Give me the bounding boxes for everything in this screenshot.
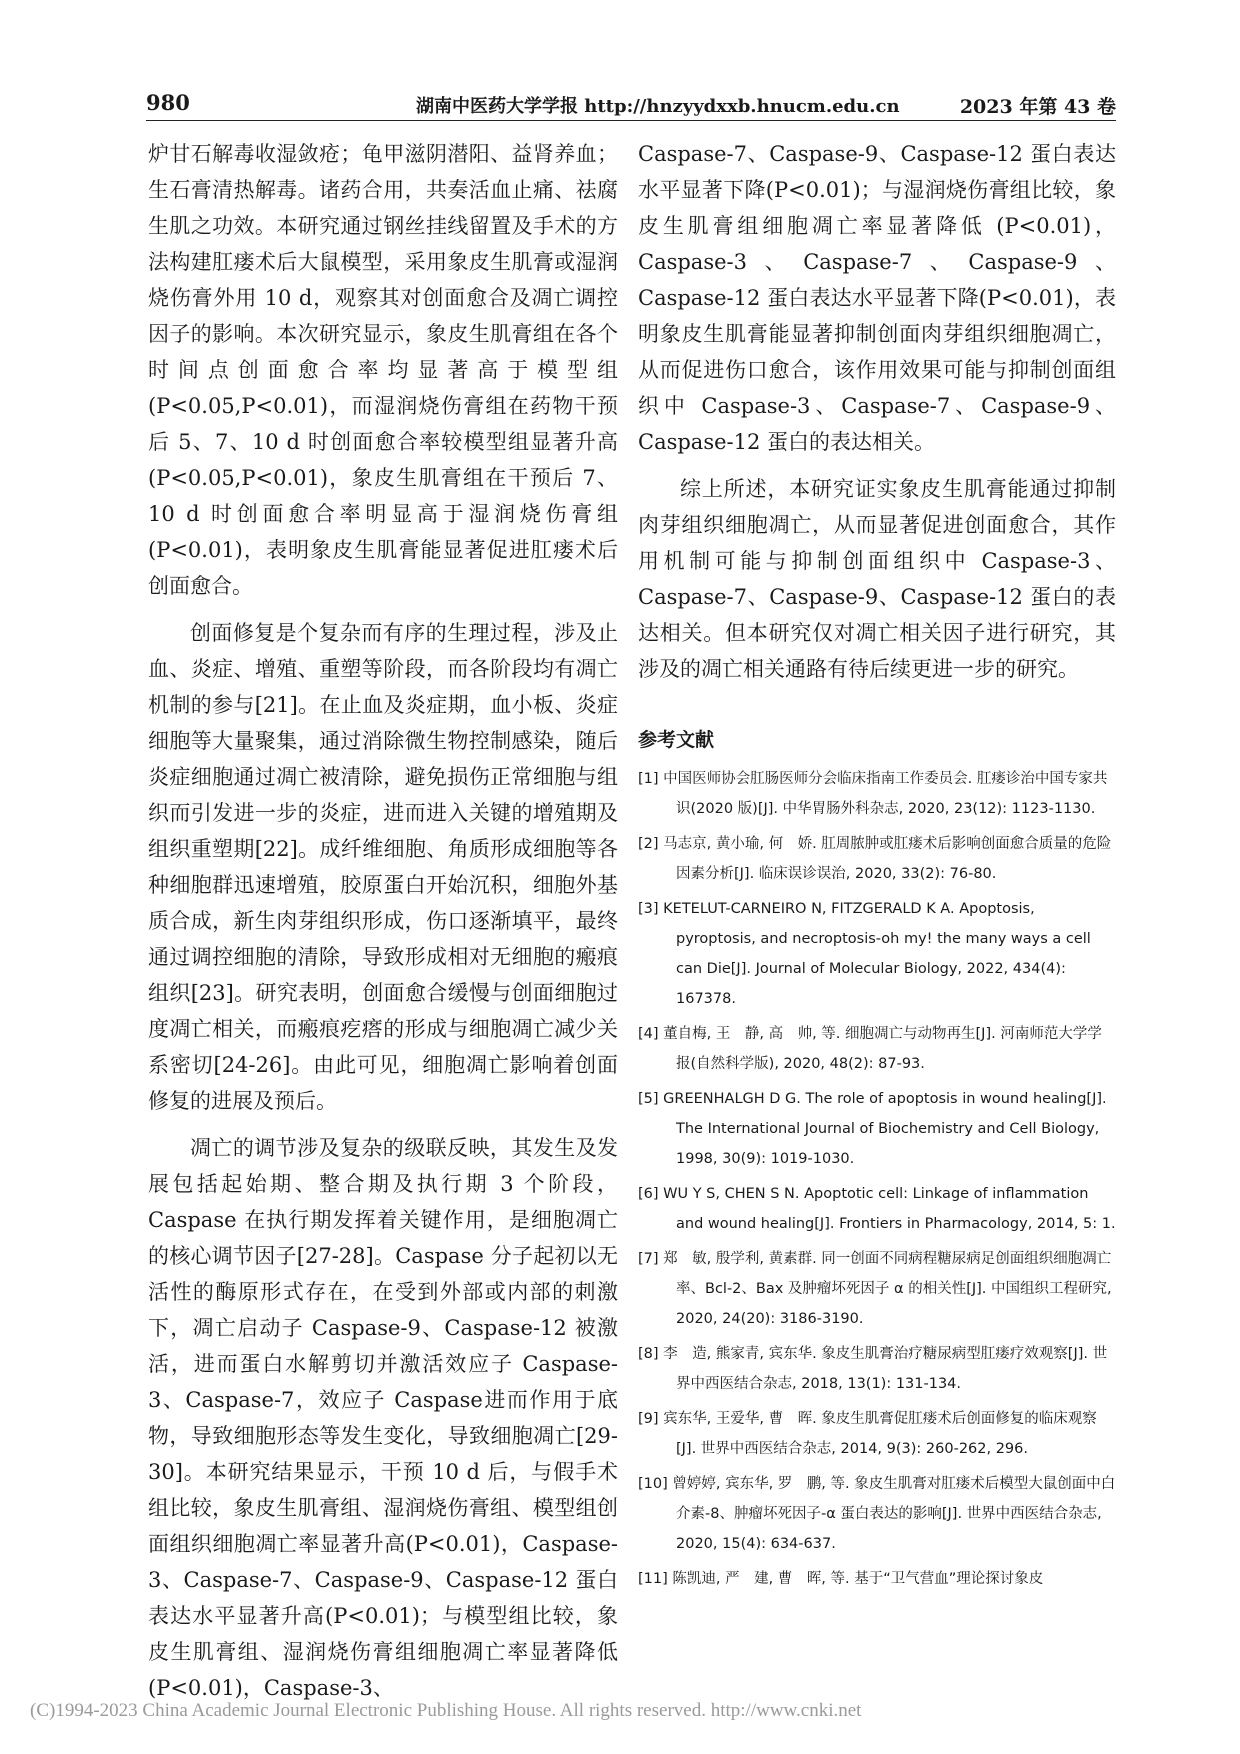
reference-list [638,764,1116,1594]
reference-item: [11] 陈凯迪, 严 建, 曹 晖, 等. 基于“卫气营血”理论探讨象皮 [638,1571,1044,1587]
left-column [148,136,618,1717]
body-paragraph: 凋亡的调节涉及复杂的级联反映，其发生及发展包括起始期、整合期及执行期 3 个阶段，Caspase 在执行期发挥着关键作用，是细胞凋亡的核心调节因子[27-28]。Caspase 分子起初以无活性的酶原形式存在，在受到外部或内部的刺激下，凋亡启动子 Caspase-9、Caspase-12 被激活，进而蛋白水解剪切并激活效应子 Caspase-3、Caspase-7，效应子 Caspase进而作用于底物，导致细胞形态等发生变化，导致细胞凋亡[29-30]。本研究结果显示，干预 10 d 后，与假手术组比较，象皮生肌膏组、湿润烧伤膏组、模型组创面组织细胞凋亡率显著升高(P<0.01)，Caspase-3、Caspase-7、Caspase-9、Caspase-12 蛋白表达水平显著升高(P<0.01)；与模型组比较，象皮生肌膏组、湿润烧伤膏组细胞凋亡率显著降低(P<0.01)，Caspase-3、 [148,1136,618,1700]
body-paragraph: Caspase-7、Caspase-9、Caspase-12 蛋白表达水平显著下降(P<0.01)；与湿润烧伤膏组比较，象皮生肌膏组细胞凋亡率显著降低 (P<0.01)，Caspase-3、Caspase-7、Caspase-9、Caspase-12 蛋白表达水平显著下降(P<0.01)，表明象皮生肌膏能显著抑制创面肉芽组织细胞凋亡，从而促进伤口愈合，该作用效果可能与抑制创面组织中 Caspase-3、Caspase-7、Caspase-9、Caspase-12 蛋白的表达相关。 [638,142,1116,454]
reference-item: [9] 宾东华, 王爱华, 曹 晖. 象皮生肌膏促肛瘘术后创面修复的临床观察[J]. 世界中西医结合杂志, 2014, 9(3): 260-262, 296. [638,1411,1097,1457]
reference-item: [5] GREENHALGH D G. The role of apoptosis in wound healing[J]. The International Journal of Biochemistry and Cell Biology, 1998, 30(9): 1019-1030. [638,1091,1107,1167]
journal-title: 湖南中医药大学学报 http://hnzyydxxb.hnucm.edu.cn [416,96,900,117]
body-paragraph: 炉甘石解毒收湿敛疮；龟甲滋阴潜阳、益肾养血；生石膏清热解毒。诸药合用，共奏活血止痛、祛腐生肌之功效。本研究通过钢丝挂线留置及手术的方法构建肛瘘术后大鼠模型，采用象皮生肌膏或湿润烧伤膏外用 10 d，观察其对创面愈合及凋亡调控因子的影响。本次研究显示，象皮生肌膏组在各个时间点创面愈合率均显著高于模型组(P<0.05,P<0.01)，而湿润烧伤膏组在药物干预后 5、7、10 d 时创面愈合率较模型组显著升高(P<0.05,P<0.01)，象皮生肌膏组在干预后 7、10 d 时创面愈合率明显高于湿润烧伤膏组(P<0.01)，表明象皮生肌膏能显著促进肛瘘术后创面愈合。 [148,142,618,598]
running-header [146,86,1116,121]
body-paragraph: 综上所述，本研究证实象皮生肌膏能通过抑制肉芽组织细胞凋亡，从而显著促进创面愈合，其作用机制可能与抑制创面组织中 Caspase-3、Caspase-7、Caspase-9、Caspase-12 蛋白的表达相关。但本研究仅对凋亡相关因子进行研究，其涉及的凋亡相关通路有待后续更进一步的研究。 [638,477,1116,681]
reference-item: [1] 中国医师协会肛肠医师分会临床指南工作委员会. 肛瘘诊治中国专家共识(2020 版)[J]. 中华胃肠外科杂志, 2020, 23(12): 1123-1130. [638,771,1108,817]
reference-item: [7] 郑 敏, 殷学利, 黄素群. 同一创面不同病程糖尿病足创面组织细胞凋亡率、Bcl-2、Bax 及肿瘤坏死因子 α 的相关性[J]. 中国组织工程研究, 2020, 24(20): 3186-3190. [638,1251,1112,1327]
year-volume: 2023 年第 43 卷 [959,96,1116,118]
right-column [638,136,1116,1599]
reference-item: [8] 李 造, 熊家青, 宾东华. 象皮生肌膏治疗糖尿病型肛瘘疗效观察[J]. 世界中西医结合杂志, 2018, 13(1): 131-134. [638,1346,1108,1392]
references-heading: 参考文献 [638,729,715,751]
reference-item: [6] WU Y S, CHEN S N. Apoptotic cell: Linkage of inflammation and wound healing[J]. Frontiers in Pharmacology, 2014, 5: 1. [638,1186,1116,1232]
reference-item: [4] 董自梅, 王 静, 高 帅, 等. 细胞凋亡与动物再生[J]. 河南师范大学学报(自然科学版), 2020, 48(2): 87-93. [638,1026,1102,1072]
page-number: 980 [146,90,190,115]
reference-item: [3] KETELUT-CARNEIRO N, FITZGERALD K A. Apoptosis, pyroptosis, and necroptosis-oh my! the many ways a cell can Die[J]. Journal of Molecular Biology, 2022, 434(4): 167378. [638,901,1091,1007]
copyright-footer: (C)1994-2023 China Academic Journal Electronic Publishing House. All rights reserved. http://www.cnki.net [30,1700,862,1721]
reference-item: [10] 曾婷婷, 宾东华, 罗 鹏, 等. 象皮生肌膏对肛瘘术后模型大鼠创面中白介素-8、肿瘤坏死因子-α 蛋白表达的影响[J]. 世界中西医结合杂志, 2020, 15(4): 634-637. [638,1476,1116,1552]
body-paragraph: 创面修复是个复杂而有序的生理过程，涉及止血、炎症、增殖、重塑等阶段，而各阶段均有凋亡机制的参与[21]。在止血及炎症期，血小板、炎症细胞等大量聚集，通过消除微生物控制感染，随后炎症细胞通过凋亡被清除，避免损伤正常细胞与组织而引发进一步的炎症，进而进入关键的增殖期及组织重塑期[22]。成纤维细胞、角质形成细胞等各种细胞群迅速增殖，胶原蛋白开始沉积，细胞外基质合成，新生肉芽组织形成，伤口逐渐填平，最终通过调控细胞的清除，导致形成相对无细胞的瘢痕组织[23]。研究表明，创面愈合缓慢与创面细胞过度凋亡相关，而瘢痕疙瘩的形成与细胞凋亡减少关系密切[24-26]。由此可见，细胞凋亡影响着创面修复的进展及预后。 [148,621,618,1113]
reference-item: [2] 马志京, 黄小瑜, 何 娇. 肛周脓肿或肛瘘术后影响创面愈合质量的危险因素分析[J]. 临床误诊误治, 2020, 33(2): 76-80. [638,836,1112,882]
